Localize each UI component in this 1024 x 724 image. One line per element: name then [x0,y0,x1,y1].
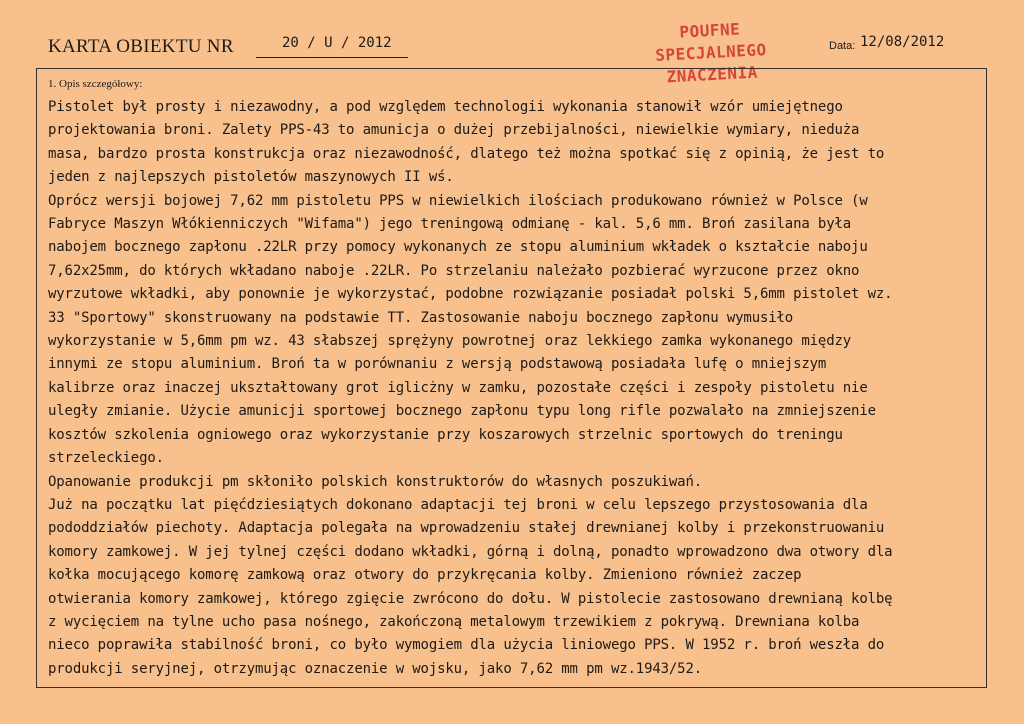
body-line: kosztów szkolenia ogniowego oraz wykorzystanie przy koszarowych strzelnic sportowych do treningu [48,426,843,443]
body-line: Już na początku lat pięćdziesiątych dokonano adaptacji tej broni w celu lepszego przystosowania dla [48,496,868,513]
stamp-line-2: SPECJALNEGO [654,40,768,65]
body-line: masa, bardzo prosta konstrukcja oraz niezawodność, dlatego też można spotkać się z opinią, że jest to [48,145,885,162]
body-line: 7,62x25mm, do których wkładano naboje .22LR. Po strzelaniu należało pozbierać wyrzucone przez okno [48,262,860,279]
body-line: 33 "Sportowy" skonstruowany na podstawie TT. Zastosowanie naboju bocznego zapłonu wymusiło [48,309,794,326]
body-line: wyrzutowe wkładki, aby ponownie je wykorzystać, podobne rozwiązanie posiadał polski 5,6mm pistolet wz. [48,286,893,303]
body-line: wykorzystanie w 5,6mm pm wz. 43 słabszej sprężyny powrotnej oraz lekkiego zamka wykonanego między [48,333,852,350]
body-line: Opanowanie produkcji pm skłoniło polskich konstruktorów do własnych poszukiwań. [48,473,703,490]
body-line: kalibrze oraz inaczej ukształtowany grot iglicżny w zamku, pozostałe części i zespoły pistoletu nie [48,379,868,396]
date-label: Data: [829,40,856,52]
number-underline [256,57,408,58]
body-line: kołka mocującego komorę zamkową oraz otwory do przykręcania kolby. Zmieniono również zaczep [48,567,802,584]
body-line: nabojem bocznego zapłonu .22LR przy pomocy wykonanych ze stopu aluminium wkładek o kształcie naboju [48,239,868,256]
card-number: 20 / U / 2012 [282,35,392,51]
body-line: otwierania komory zamkowej, którego zgięcie zwrócono do dołu. W pistolecie zastosowano drewnianą kolbę [48,590,893,607]
body-line: uległy zmianie. Użycie amunicji sportowej bocznego zapłonu typu long rifle pozwalało na zmniejszenie [48,403,876,420]
body-line: Pistolet był prosty i niezawodny, a pod względem technologii wykonania stanowił wzór umiejętnego [48,99,843,115]
body-line: Fabryce Maszyn Włókienniczych "Wifama") jego treningową odmianę - kal. 5,6 mm. Broń zasilana była [48,216,852,233]
description-body [48,96,978,681]
section-label: 1. Opis szczegółowy: [48,78,143,90]
body-line: pododdziałów piechoty. Adaptacja polegała na wprowadzeniu stałej drewnianej kolby i przekonstruowaniu [48,520,885,537]
card-title: KARTA OBIEKTU NR [48,36,234,57]
body-line: Oprócz wersji bojowej 7,62 mm pistoletu PPS w niewielkich ilościach produkowano również w Polsce (w [48,192,868,209]
body-line: produkcji seryjnej, otrzymując oznaczenie w wojsku, jako 7,62 mm pm wz.1943/52. [48,660,703,677]
stamp-line-1: POUFNE [678,19,741,42]
stamp-line-3: ZNACZENIA [666,62,759,87]
body-line: komory zamkowej. W jej tylnej części dodano wkładki, górną i dolną, ponadto wprowadzono dwa otwory dla [48,543,893,560]
body-line: jeden z najlepszych pistoletów maszynowych II wś. [48,169,454,186]
body-line: z wycięciem na tylne ucho pasa nośnego, zakończoną metalowym trzewikiem z pokrywą. Drewniana kolba [48,613,860,630]
body-line: innymi ze stopu aluminium. Broń ta w porównaniu z wersją podstawową posiadała lufę o mniejszym [48,356,827,373]
body-line: projektowania broni. Zalety PPS-43 to amunicja o dużej przebijalności, niewielkie wymiary, nieduża [48,122,860,139]
body-line: strzeleckiego. [48,450,164,467]
date-value: 12/08/2012 [860,34,945,50]
body-line: nieco poprawiła stabilność broni, co było wymogiem dla użycia liniowego PPS. W 1952 r. broń weszła do [48,637,885,654]
